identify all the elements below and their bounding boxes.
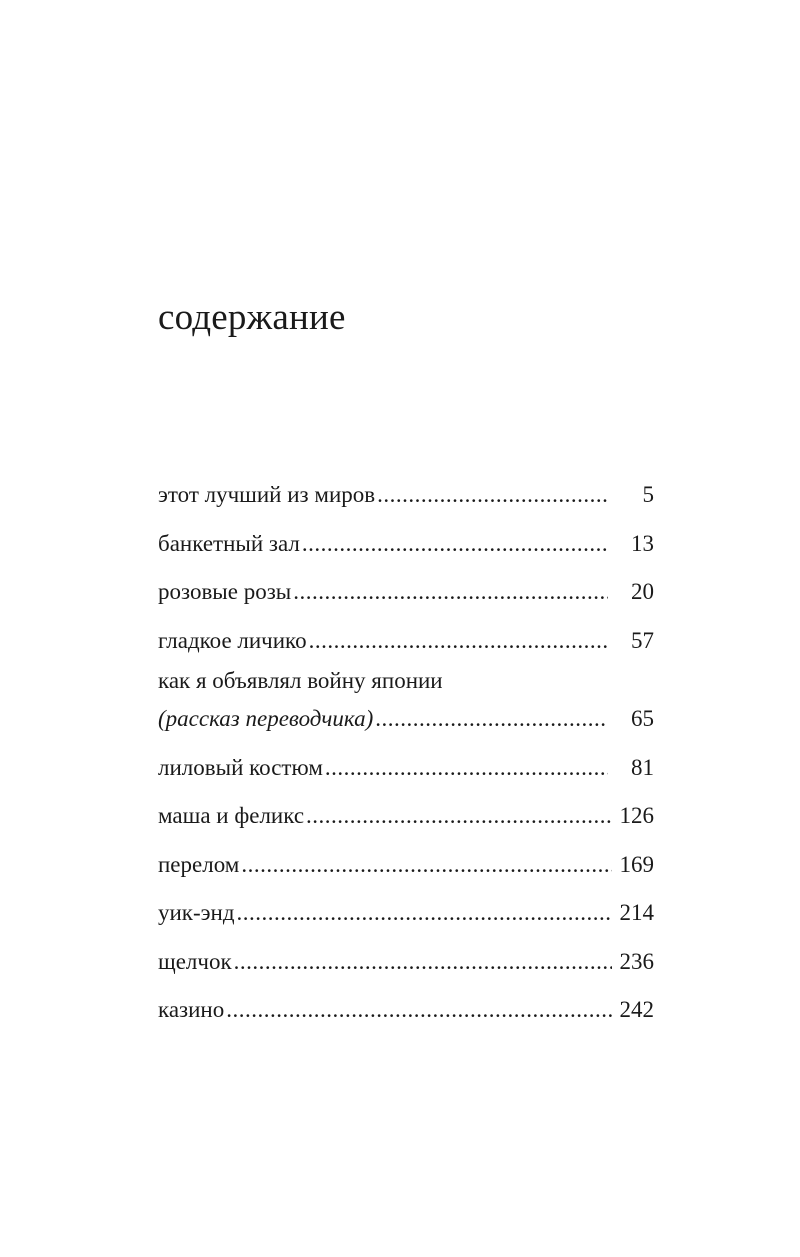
- toc-entry[interactable]: [158, 522, 654, 571]
- toc-entry-page: 13: [631, 530, 654, 556]
- toc-entry-page: 20: [631, 579, 654, 604]
- toc-entry-page: 236: [619, 948, 654, 974]
- dot-leader: [226, 988, 612, 1032]
- dot-leader: [237, 891, 612, 935]
- toc-entry-page: 126: [619, 803, 654, 828]
- toc-entry-title: казино: [158, 997, 225, 1022]
- toc-entry[interactable]: [158, 794, 654, 843]
- toc-entry[interactable]: [158, 940, 654, 989]
- table-of-contents: [158, 473, 654, 1037]
- toc-entry-title: уик-энд: [158, 900, 235, 925]
- toc-entry-title: банкетный зал: [158, 530, 300, 556]
- toc-entry-page: 5: [642, 482, 654, 507]
- page-title: содержание: [158, 297, 346, 338]
- dot-leader: [306, 794, 612, 838]
- toc-entry-title: этот лучший из миров: [158, 482, 376, 507]
- toc-entry[interactable]: [158, 746, 654, 795]
- toc-entry-title: лиловый костюм: [158, 754, 323, 780]
- toc-entry-title: как я объявлял войну японии: [158, 668, 443, 693]
- toc-entry-page: 169: [619, 851, 654, 877]
- toc-entry[interactable]: [158, 667, 654, 746]
- toc-entry-title: щелчок: [158, 948, 232, 974]
- toc-entry-title: перелом: [158, 851, 240, 877]
- toc-entry-subtitle: (рассказ переводчика): [158, 706, 374, 731]
- toc-entry-page: 242: [619, 997, 654, 1022]
- dot-leader: [293, 570, 608, 614]
- toc-entry-page: 214: [619, 900, 654, 925]
- toc-entry[interactable]: [158, 843, 654, 892]
- dot-leader: [375, 697, 608, 741]
- toc-entry-title: гладкое личико: [158, 627, 307, 653]
- toc-entry[interactable]: [158, 570, 654, 619]
- dot-leader: [309, 619, 608, 663]
- toc-entry-page: 57: [631, 627, 654, 653]
- toc-entry[interactable]: [158, 988, 654, 1037]
- dot-leader: [325, 746, 608, 790]
- toc-entry-title: розовые розы: [158, 579, 292, 604]
- toc-entry[interactable]: [158, 619, 654, 668]
- dot-leader: [241, 843, 612, 887]
- toc-entry[interactable]: [158, 473, 654, 522]
- dot-leader: [234, 940, 612, 984]
- dot-leader: [302, 522, 608, 566]
- toc-entry-page: 65: [631, 706, 654, 731]
- toc-entry-title: маша и феликс: [158, 803, 305, 828]
- toc-entry[interactable]: [158, 891, 654, 940]
- dot-leader: [377, 473, 608, 517]
- toc-entry-page: 81: [631, 754, 654, 780]
